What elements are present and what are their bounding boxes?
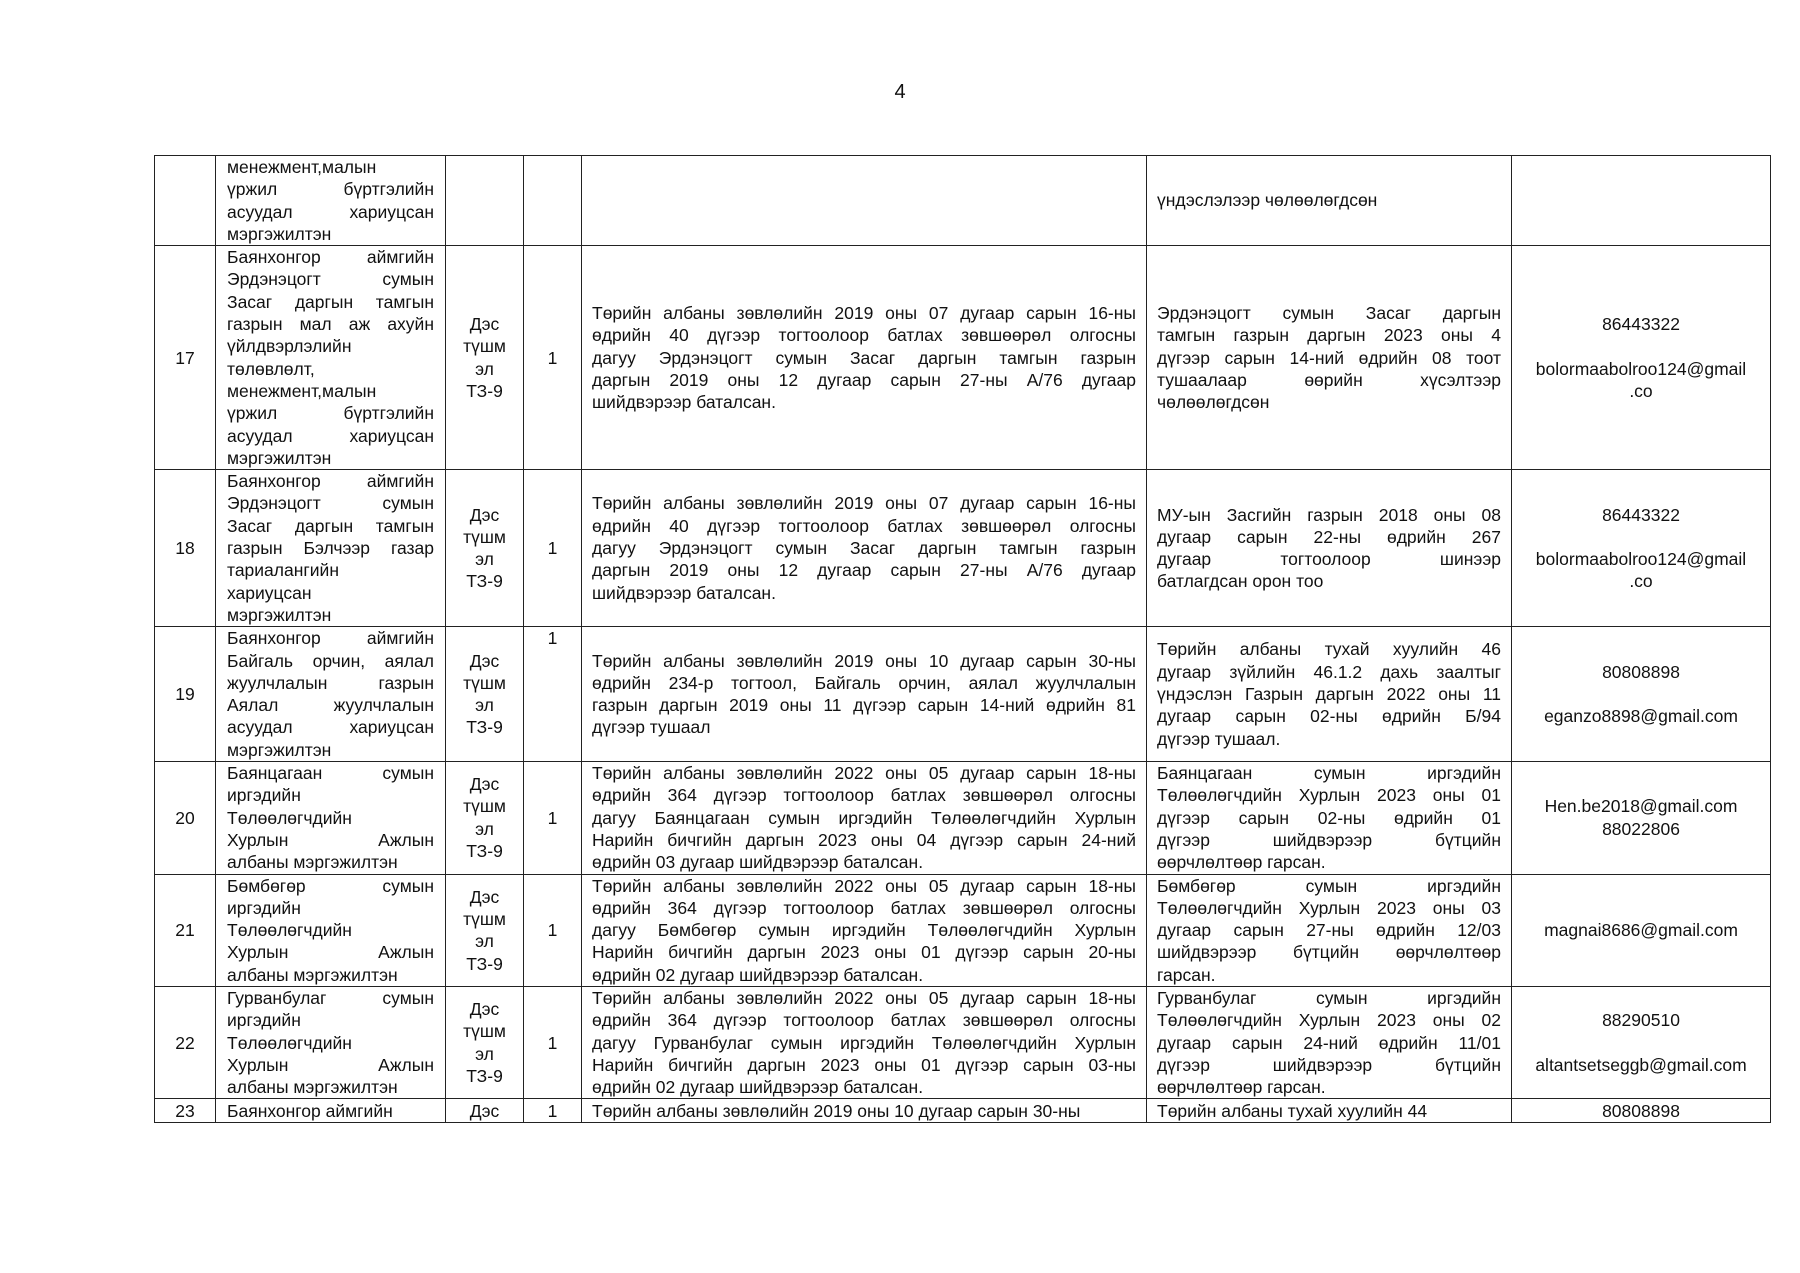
grade-cell [446, 156, 524, 246]
release-cell [1147, 246, 1512, 470]
position-line: үйлдвэрлэлийн [227, 336, 352, 357]
contact-cell-line: 86443322 [1602, 504, 1680, 525]
basis-cell [582, 874, 1147, 986]
release-cell-line: Гурванбулаг сумын иргэдийн [1157, 987, 1501, 1008]
position-line: асуудал хариуцсан [227, 717, 434, 738]
position-line: мэргэжилтэн [227, 739, 332, 760]
position-line: менежмент,малын [227, 157, 377, 177]
basis-cell-line: газрын даргын 2019 оны 11 дүгээр сарын 14-ний өдрийн 81 [592, 695, 1136, 716]
basis-cell-line: Төрийн албаны зөвлөлийн 2019 оны 10 дугаар сарын 30-ны [592, 650, 1136, 671]
count-cell: 1 [524, 1099, 582, 1123]
row-number: 21 [155, 874, 216, 986]
contact-cell [1512, 762, 1771, 874]
grade-cell [446, 627, 524, 762]
count-cell: 1 [524, 874, 582, 986]
contact-cell [1512, 874, 1771, 986]
table-row [155, 627, 1771, 762]
position-line: асуудал хариуцсан [227, 201, 434, 222]
position-line: Хурлын Ажлын [227, 829, 434, 850]
row-number: 20 [155, 762, 216, 874]
grade-cell-line: ТЗ-9 [466, 1066, 503, 1087]
contact-cell [1512, 156, 1771, 246]
basis-cell-line: Нарийн бичгийн даргын 2023 оны 01 дүгээр сарын 20-ны [592, 942, 1136, 963]
grade-cell [446, 762, 524, 874]
basis-cell-line: өдрийн 364 дүгээр тогтоолоор батлах зөвшөөрөл олгосны [592, 1010, 1136, 1031]
grade-cell-line: эл [475, 358, 494, 379]
row-number [155, 156, 216, 246]
release-cell-line: Бөмбөгөр сумын иргэдийн [1157, 875, 1501, 896]
basis-cell-line: Төрийн албаны зөвлөлийн 2022 оны 05 дугаар сарын 18-ны [592, 875, 1136, 896]
position-line: газрын мал аж ахуйн [227, 314, 434, 335]
basis-cell-line: Төрийн албаны зөвлөлийн 2019 оны 07 дугаар сарын 16-ны [592, 302, 1136, 323]
basis-cell-line: даргын 2019 оны 12 дугаар сарын 27-ны А/76 дугаар [592, 369, 1136, 390]
contact-cell-line: eganzo8898@gmail.com [1544, 706, 1738, 727]
basis-cell-line: өдрийн 40 дүгээр тогтоолоор батлах зөвшөөрөл олгосны [592, 515, 1136, 536]
position-line: мэргэжилтэн [227, 223, 332, 244]
contact-cell-line: 86443322 [1602, 314, 1680, 335]
contact-cell-line: 88290510 [1602, 1010, 1680, 1031]
release-cell-line: дугаар сарын 27-ны өдрийн 12/03 [1157, 920, 1501, 941]
table-row [155, 156, 1771, 246]
position-line: Төлөөлөгчдийн [227, 807, 352, 828]
basis-cell-line: Төрийн албаны зөвлөлийн 2022 оны 05 дугаар сарын 18-ны [592, 987, 1136, 1008]
release-cell-line: МУ-ын Засгийн газрын 2018 оны 08 [1157, 504, 1501, 525]
grade-cell-line: эл [475, 818, 494, 839]
grade-cell [446, 986, 524, 1098]
grade-cell-line: ТЗ-9 [466, 380, 503, 401]
release-cell-line: өөрчлөлтөөр гарсан. [1157, 852, 1326, 873]
position-line: Эрдэнэцогт сумын [227, 493, 434, 514]
position-line: Бөмбөгөр сумын [227, 875, 434, 896]
release-cell [1147, 986, 1512, 1098]
release-cell-line: Төлөөлөгчдийн Хурлын 2023 оны 01 [1157, 785, 1501, 806]
contact-cell-line: magnai8686@gmail.com [1544, 920, 1738, 941]
position-line: иргэдийн [227, 785, 301, 806]
release-cell-line: дугаар зүйлийн 46.1.2 дахь заалтыг [1157, 661, 1501, 682]
basis-cell-line: даргын 2019 оны 12 дугаар сарын 27-ны А/76 дугаар [592, 560, 1136, 581]
position-cell [216, 627, 446, 762]
release-cell-line: тамгын газрын даргын 2023 оны 4 [1157, 325, 1501, 346]
basis-cell-line: өдрийн 03 дугаар шийдвэрээр баталсан. [592, 852, 924, 873]
release-cell [1147, 1099, 1512, 1123]
position-cell [216, 1099, 446, 1123]
release-cell-line: батлагдсан орон тоо [1157, 571, 1324, 592]
grade-cell [446, 246, 524, 470]
release-cell-line: үндэслэн Газрын даргын 2022 оны 11 [1157, 683, 1501, 704]
row-number: 19 [155, 627, 216, 762]
table-row [155, 762, 1771, 874]
position-line: Гурванбулаг сумын [227, 987, 434, 1008]
position-line: мэргэжилтэн [227, 604, 332, 625]
grade-cell-line: ТЗ-9 [466, 953, 503, 974]
basis-cell-line: дагуу Баянцагаан сумын иргэдийн Төлөөлөгчдийн Хурлын [592, 807, 1136, 828]
basis-cell-line: Төрийн албаны зөвлөлийн 2019 оны 10 дугаар сарын 30-ны [592, 1100, 1081, 1121]
basis-cell-line: Төрийн албаны зөвлөлийн 2022 оны 05 дугаар сарын 18-ны [592, 763, 1136, 784]
basis-cell-line: Нарийн бичгийн даргын 2023 оны 01 дүгээр сарын 03-ны [592, 1054, 1136, 1075]
row-number: 18 [155, 470, 216, 627]
position-line: Засаг даргын тамгын [227, 515, 434, 536]
position-line: хариуцсан [227, 582, 312, 603]
grade-cell-line: түшм [463, 336, 506, 357]
basis-cell-line: Нарийн бичгийн даргын 2023 оны 04 дүгээр сарын 24-ний [592, 829, 1136, 850]
release-cell [1147, 470, 1512, 627]
position-line: үржил бүртгэлийн [227, 403, 434, 424]
position-line: Баянцагаан сумын [227, 763, 434, 784]
contact-cell-line: altantsetseggb@gmail.com [1535, 1054, 1747, 1075]
count-cell: 1 [524, 470, 582, 627]
contact-cell-line: 80808898 [1602, 1100, 1680, 1121]
grade-cell-line: Дэс [469, 1100, 500, 1121]
release-cell-line: дүгээр сарын 02-ны өдрийн 01 [1157, 807, 1501, 828]
release-cell-line: үндэслэлээр чөлөөлөгдсөн [1157, 190, 1378, 211]
row-number: 17 [155, 246, 216, 470]
basis-cell-line: дүгээр тушаал [592, 717, 711, 738]
basis-cell-line: өдрийн 02 дугаар шийдвэрээр баталсан. [592, 1077, 924, 1098]
position-line: Баянхонгор аймгийн [227, 247, 434, 268]
position-line: иргэдийн [227, 897, 301, 918]
count-cell: 1 [524, 246, 582, 470]
position-line: Хурлын Ажлын [227, 942, 434, 963]
grade-cell-line: Дэс [469, 886, 500, 907]
basis-cell [582, 1099, 1147, 1123]
release-cell-line: дугаар сарын 24-ний өдрийн 11/01 [1157, 1032, 1501, 1053]
grade-cell-line: түшм [463, 526, 506, 547]
position-cell [216, 246, 446, 470]
basis-cell-line: шийдвэрээр баталсан. [592, 582, 776, 603]
grade-cell [446, 470, 524, 627]
grade-cell [446, 874, 524, 986]
release-cell-line: Төлөөлөгчдийн Хурлын 2023 оны 03 [1157, 897, 1501, 918]
contact-cell [1512, 986, 1771, 1098]
basis-cell-line: өдрийн 02 дугаар шийдвэрээр баталсан. [592, 964, 924, 985]
position-line: Засаг даргын тамгын [227, 291, 434, 312]
basis-cell-line: өдрийн 234-р тогтоол, Байгаль орчин, аялал жуулчлалын [592, 672, 1136, 693]
position-line: Аялал жуулчлалын [227, 695, 434, 716]
contact-cell-line: bolormaabolroo124@gmail [1535, 358, 1747, 379]
release-cell [1147, 874, 1512, 986]
position-cell [216, 986, 446, 1098]
release-cell-line: дугаар сарын 02-ны өдрийн Б/94 [1157, 706, 1501, 727]
position-line: мэргэжилтэн [227, 447, 332, 468]
grade-cell-line: Дэс [469, 774, 500, 795]
position-line: менежмент,малын [227, 380, 377, 401]
contact-cell-line: Hen.be2018@gmail.com [1544, 796, 1738, 817]
release-cell-line: тушаалаар өөрийн хүсэлтээр [1157, 369, 1501, 390]
position-line: Баянхонгор аймгийн [227, 1100, 393, 1121]
grade-cell-line: Дэс [469, 504, 500, 525]
release-cell-line: Төрийн албаны тухай хуулийн 44 [1157, 1100, 1428, 1121]
release-cell-line: Баянцагаан сумын иргэдийн [1157, 763, 1501, 784]
contact-cell [1512, 470, 1771, 627]
contact-cell [1512, 246, 1771, 470]
basis-cell [582, 470, 1147, 627]
basis-cell-line: өдрийн 40 дүгээр тогтоолоор батлах зөвшөөрөл олгосны [592, 325, 1136, 346]
positions-table [154, 155, 1771, 1123]
contact-cell-line: .co [1629, 571, 1653, 592]
contact-cell-line [1522, 683, 1760, 705]
release-cell-line: дүгээр шийдвэрээр бүтцийн [1157, 1054, 1501, 1075]
grade-cell-line: ТЗ-9 [466, 571, 503, 592]
release-cell-line: дүгээр шийдвэрээр бүтцийн [1157, 829, 1501, 850]
contact-cell [1512, 627, 1771, 762]
grade-cell-line: эл [475, 695, 494, 716]
basis-cell-line: дагуу Эрдэнэцогт сумын Засаг даргын тамгын газрын [592, 347, 1136, 368]
page-number: 4 [894, 81, 906, 103]
position-line: иргэдийн [227, 1010, 301, 1031]
basis-cell-line: дагуу Гурванбулаг сумын иргэдийн Төлөөлөгчдийн Хурлын [592, 1032, 1136, 1053]
release-cell-line: Эрдэнэцогт сумын Засаг даргын [1157, 302, 1501, 323]
table-row [155, 246, 1771, 470]
grade-cell-line: Дэс [469, 314, 500, 335]
position-cell [216, 762, 446, 874]
position-line: Эрдэнэцогт сумын [227, 269, 434, 290]
contact-cell-line [1522, 1032, 1760, 1054]
position-line: Баянхонгор аймгийн [227, 471, 434, 492]
grade-cell-line: түшм [463, 908, 506, 929]
basis-cell [582, 627, 1147, 762]
basis-cell [582, 156, 1147, 246]
grade-cell-line: ТЗ-9 [466, 841, 503, 862]
basis-cell-line: дагуу Эрдэнэцогт сумын Засаг даргын тамгын газрын [592, 538, 1136, 559]
basis-cell-line: шийдвэрээр баталсан. [592, 392, 776, 413]
release-cell-line: шийдвэрээр бүтцийн өөрчлөлтөөр [1157, 942, 1501, 963]
release-cell [1147, 156, 1512, 246]
release-cell-line: гарсан. [1157, 964, 1216, 985]
position-line: албаны мэргэжилтэн [227, 1077, 398, 1098]
grade-cell-line: эл [475, 1043, 494, 1064]
position-line: Төлөөлөгчдийн [227, 1032, 352, 1053]
grade-cell [446, 1099, 524, 1123]
contact-cell-line: bolormaabolroo124@gmail [1535, 549, 1747, 570]
release-cell-line: өөрчлөлтөөр гарсан. [1157, 1077, 1326, 1098]
basis-cell-line: дагуу Бөмбөгөр сумын иргэдийн Төлөөлөгчдийн Хурлын [592, 920, 1136, 941]
release-cell-line: дүгээр тушаал. [1157, 728, 1281, 749]
position-cell [216, 874, 446, 986]
grade-cell-line: түшм [463, 672, 506, 693]
table-body [155, 156, 1771, 1123]
contact-cell-line [1522, 526, 1760, 548]
row-number: 23 [155, 1099, 216, 1123]
position-line: Төлөөлөгчдийн [227, 920, 352, 941]
contact-cell-line: 80808898 [1602, 661, 1680, 682]
table-row [155, 1099, 1771, 1123]
basis-cell [582, 246, 1147, 470]
basis-cell-line: өдрийн 364 дүгээр тогтоолоор батлах зөвшөөрөл олгосны [592, 897, 1136, 918]
basis-cell-line: өдрийн 364 дүгээр тогтоолоор батлах зөвшөөрөл олгосны [592, 785, 1136, 806]
position-line: тариалангийн [227, 560, 339, 581]
position-line: үржил бүртгэлийн [227, 179, 434, 200]
grade-cell-line: түшм [463, 1021, 506, 1042]
count-cell [524, 156, 582, 246]
position-line: асуудал хариуцсан [227, 425, 434, 446]
position-cell [216, 470, 446, 627]
grade-cell-line: Дэс [469, 999, 500, 1020]
contact-cell [1512, 1099, 1771, 1123]
contact-cell-line [1522, 336, 1760, 358]
position-line: албаны мэргэжилтэн [227, 964, 398, 985]
grade-cell-line: ТЗ-9 [466, 717, 503, 738]
release-cell-line: дугаар сарын 22-ны өдрийн 267 [1157, 526, 1501, 547]
position-cell [216, 156, 446, 246]
contact-cell-line: .co [1629, 380, 1653, 401]
grade-cell-line: Дэс [469, 650, 500, 671]
basis-cell [582, 986, 1147, 1098]
position-line: газрын Бэлчээр газар [227, 538, 434, 559]
table-row [155, 874, 1771, 986]
release-cell [1147, 762, 1512, 874]
release-cell-line: дугаар тогтоолоор шинээр [1157, 549, 1501, 570]
release-cell-line: Төрийн албаны тухай хуулийн 46 [1157, 639, 1501, 660]
table-row [155, 986, 1771, 1098]
release-cell [1147, 627, 1512, 762]
count-cell: 1 [524, 762, 582, 874]
position-line: төлөвлөлт, [227, 358, 315, 379]
grade-cell-line: эл [475, 549, 494, 570]
position-line: Баянхонгор аймгийн [227, 628, 434, 649]
grade-cell-line: эл [475, 931, 494, 952]
contact-cell-line: 88022806 [1602, 818, 1680, 839]
release-cell-line: чөлөөлөгдсөн [1157, 392, 1270, 413]
row-number: 22 [155, 986, 216, 1098]
release-cell-line: дүгээр сарын 14-ний өдрийн 08 тоот [1157, 347, 1501, 368]
count-cell: 1 [524, 986, 582, 1098]
position-line: Байгаль орчин, аялал [227, 650, 434, 671]
position-line: жуулчлалын газрын [227, 672, 434, 693]
position-line: албаны мэргэжилтэн [227, 852, 398, 873]
basis-cell [582, 762, 1147, 874]
position-line: Хурлын Ажлын [227, 1054, 434, 1075]
basis-cell-line: Төрийн албаны зөвлөлийн 2019 оны 07 дугаар сарын 16-ны [592, 493, 1136, 514]
count-cell: 1 [524, 627, 582, 762]
table-row [155, 470, 1771, 627]
grade-cell-line: түшм [463, 796, 506, 817]
release-cell-line: Төлөөлөгчдийн Хурлын 2023 оны 02 [1157, 1010, 1501, 1031]
